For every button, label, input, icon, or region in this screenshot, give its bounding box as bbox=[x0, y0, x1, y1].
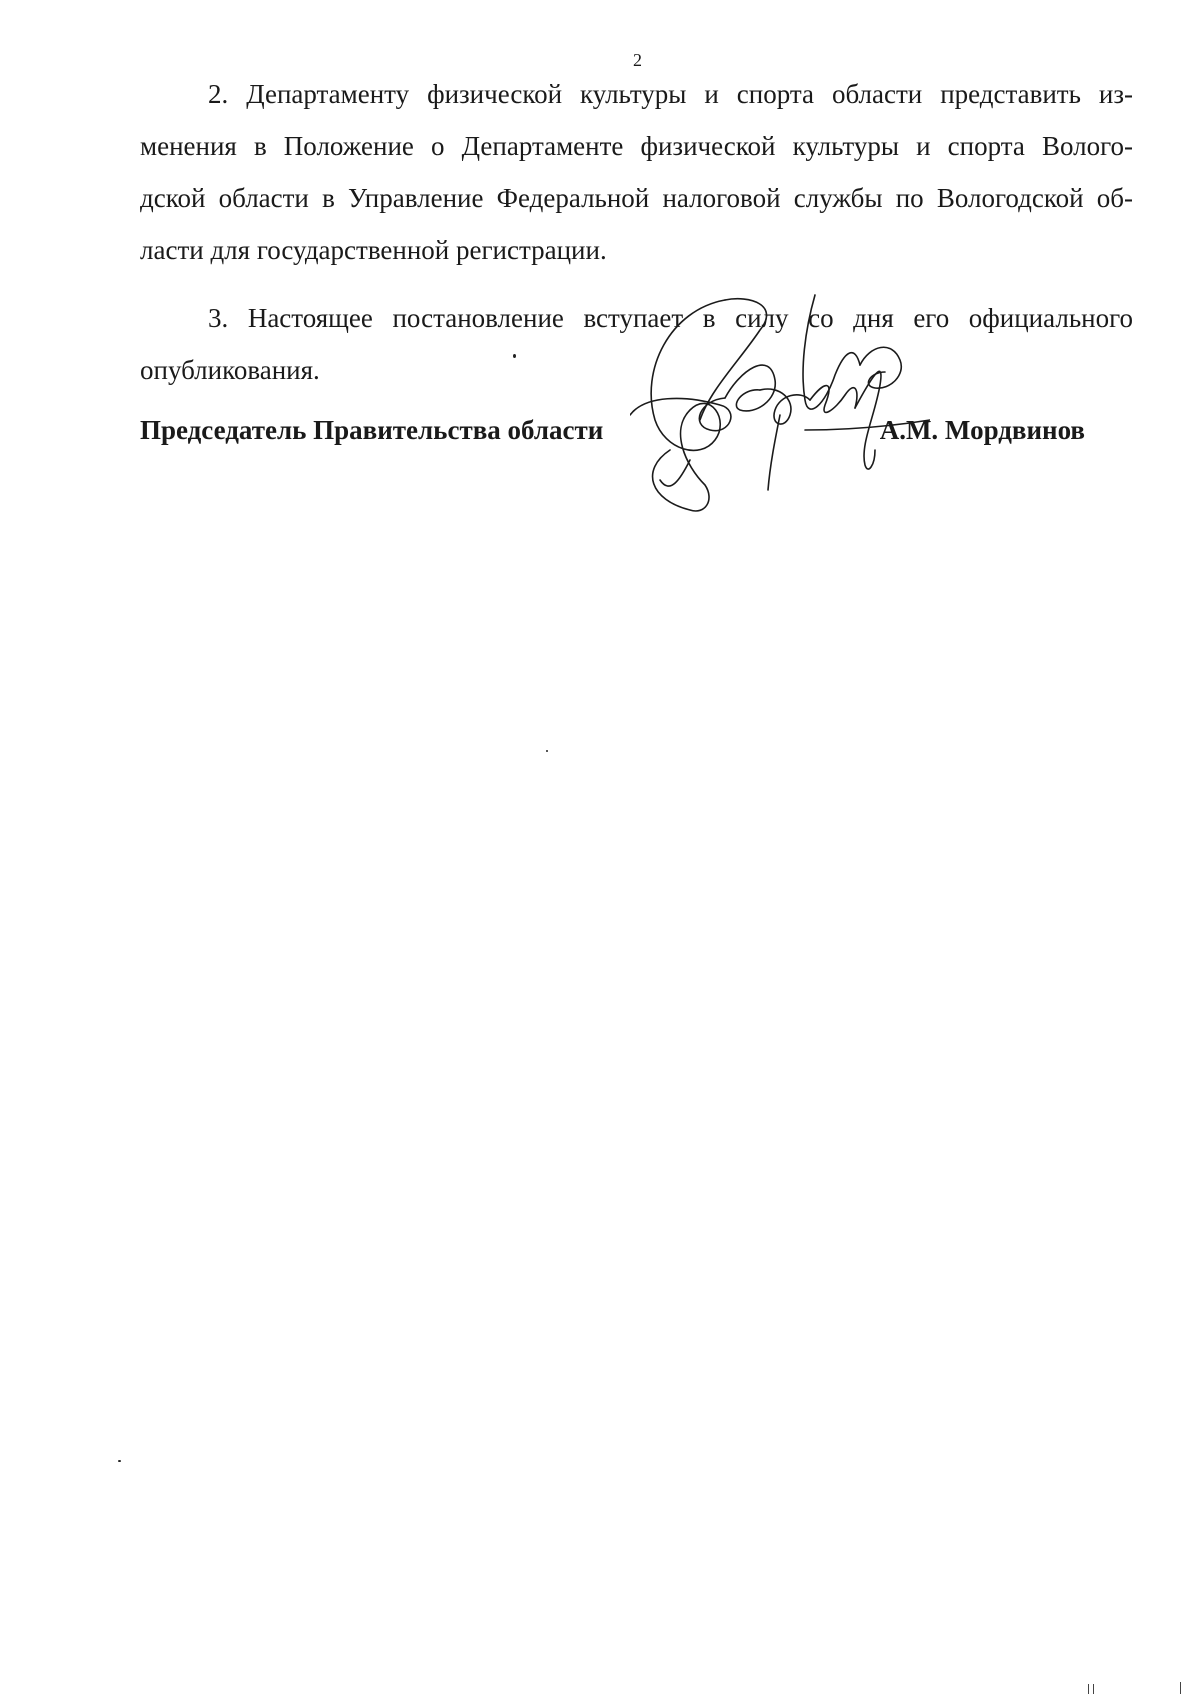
paragraph-2-line-3: дской области в Управление Федеральной налоговой службы по Вологодской об- bbox=[140, 183, 1133, 213]
signatory-name: А.М. Мордвинов bbox=[879, 415, 1085, 445]
scan-edge-mark bbox=[1088, 1684, 1089, 1694]
handwritten-signature-icon bbox=[630, 290, 930, 530]
scan-speck bbox=[546, 750, 548, 752]
scan-speck bbox=[118, 1460, 121, 1462]
paragraph-2 bbox=[140, 68, 1133, 276]
paragraph-2-line-1: 2. Департаменту физической культуры и спорта области представить из- bbox=[208, 79, 1133, 109]
paragraph-2-line-4: ласти для государственной регистрации. bbox=[140, 235, 607, 265]
scan-speck bbox=[513, 354, 516, 358]
paragraph-2-line-2: менения в Положение о Департаменте физической культуры и спорта Волого- bbox=[140, 131, 1133, 161]
page-number: 2 bbox=[633, 50, 642, 70]
position-title: Председатель Правительства области bbox=[140, 415, 604, 445]
scan-edge-mark bbox=[1180, 1682, 1181, 1694]
paragraph-3-line-2: опубликования. bbox=[140, 355, 320, 385]
scan-edge-mark bbox=[1093, 1684, 1094, 1694]
paragraph-3-line-1: 3. Настоящее постановление вступает в силу со дня его официального bbox=[208, 303, 1133, 333]
